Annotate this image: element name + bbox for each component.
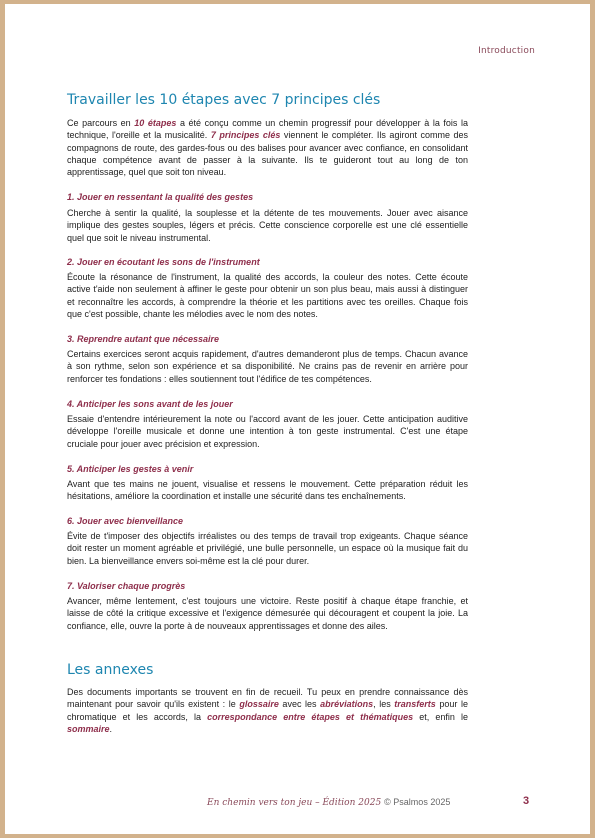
- emphasis-7-principes: 7 principes clés: [210, 130, 281, 141]
- page: [5, 4, 590, 834]
- principle-heading-7: 7. Valoriser chaque progrès: [67, 581, 186, 591]
- emphasis-correspondance: correspondance entre étapes et thématiques: [207, 711, 414, 722]
- annexes-text: .: [109, 723, 113, 734]
- principle-text-1: Cherche à sentir la qualité, la souplesse et la détente de tes mouvements. Jouer avec aisance implique des gestes souples, légers et précis. Cette conscience corporelle est une clé essentielle quel que soit le niveau instrumental.: [67, 208, 468, 243]
- section-title-principles: Travailler les 10 étapes avec 7 principes clés: [67, 92, 381, 108]
- annexes-text: et, enfin le: [413, 711, 469, 722]
- emphasis-abreviations: abréviations: [320, 699, 374, 710]
- emphasis-sommaire: sommaire: [67, 723, 110, 734]
- principle-text-6: Évite de t'imposer des objectifs irréalistes ou des temps de travail trop exigeants. Chaque séance doit rester un moment agréable et privilégié, une bulle personnelle, un espace où la musique fait du bien. La bienveillance envers soi-même est la clé pour durer.: [67, 531, 468, 566]
- page-number: 3: [523, 795, 530, 807]
- annexes-paragraph: [67, 686, 468, 735]
- emphasis-glossaire: glossaire: [239, 699, 279, 710]
- principle-heading-3: 3. Reprendre autant que nécessaire: [67, 334, 220, 344]
- footer: [207, 797, 450, 808]
- principle-text-2: Écoute la résonance de l'instrument, la qualité des accords, la couleur des notes. Cette écoute active t'aide non seulement à affiner le geste pour obtenir un son plus beau, mais aussi à distinguer et reconnaître les accords, à comprendre la théorie et les partitions avec tes oreilles. Chaque fois que c'est possible, chante les mélodies avec le nom des notes.: [67, 272, 468, 319]
- principle-heading-2: 2. Jouer en écoutant les sons de l'instrument: [67, 257, 260, 267]
- footer-title: En chemin vers ton jeu – Édition 2025: [207, 798, 382, 808]
- intro-text: a été conçu comme un chemin progressif pour développer à la fois la technique, l'oreille et la musicalité.: [67, 118, 468, 141]
- principle-heading-5: 5. Anticiper les gestes à venir: [67, 464, 194, 474]
- principle-heading-6: 6. Jouer avec bienveillance: [67, 516, 184, 526]
- annexes-text: , les: [373, 699, 395, 710]
- annexes-text: avec les: [278, 699, 321, 710]
- principle-text-5: Avant que tes mains ne jouent, visualise et ressens le mouvement. Cette préparation réduit les hésitations, améliore la coordination et installe une sécurité dans tes enchaînements.: [67, 479, 468, 502]
- principle-text-3: Certains exercices seront acquis rapidement, d'autres demanderont plus de temps. Chacun avance à son rythme, selon son expérience et sa disponibilité. Ne crains pas de revenir en arrière pour renforcer tes fondations : elles soutiennent tout l'édifice de tes compétences.: [67, 349, 468, 384]
- running-head: Introduction: [478, 46, 535, 56]
- intro-paragraph: [67, 117, 468, 178]
- annexes-text: pour le chromatique et les accords, la: [67, 699, 468, 722]
- principle-text-4: Essaie d'entendre intérieurement la note ou l'accord avant de les jouer. Cette anticipation auditive développe l'oreille musicale et donne une intention à ton geste instrumental. C'est une étape cruciale pour jouer avec précision et expression.: [67, 414, 468, 449]
- footer-copyright: © Psalmos 2025: [384, 797, 451, 807]
- section-title-annexes: Les annexes: [67, 662, 154, 678]
- emphasis-transferts: transferts: [394, 699, 436, 710]
- intro-text: viennent le compléter. Ils agiront comme des compagnons de route, des gardes-fous ou des balises pour avancer avec confiance, en consolidant chaque compétence avant de passer à la suivante. Ils te guideront tout au long de ton apprentissage, quel que soit ton niveau.: [67, 130, 468, 178]
- intro-text: Ce parcours en: [67, 118, 135, 128]
- emphasis-10-etapes: 10 étapes: [134, 118, 177, 128]
- principle-text-7: Avancer, même lentement, c'est toujours une victoire. Reste positif à chaque étape franchie, et laisse de côté la critique excessive et l'exigence démesurée qui découragent et coupent la joie. La confiance, elle, ouvre la porte à de nouveaux apprentissages et donne des ailes.: [67, 596, 468, 631]
- principle-heading-4: 4. Anticiper les sons avant de les jouer: [67, 399, 233, 409]
- principle-heading-1: 1. Jouer en ressentant la qualité des gestes: [67, 192, 254, 202]
- annexes-text: Des documents importants se trouvent en fin de recueil. Tu peux en prendre connaissance dès maintenant pour savoir qu'ils existent : le: [67, 687, 468, 710]
